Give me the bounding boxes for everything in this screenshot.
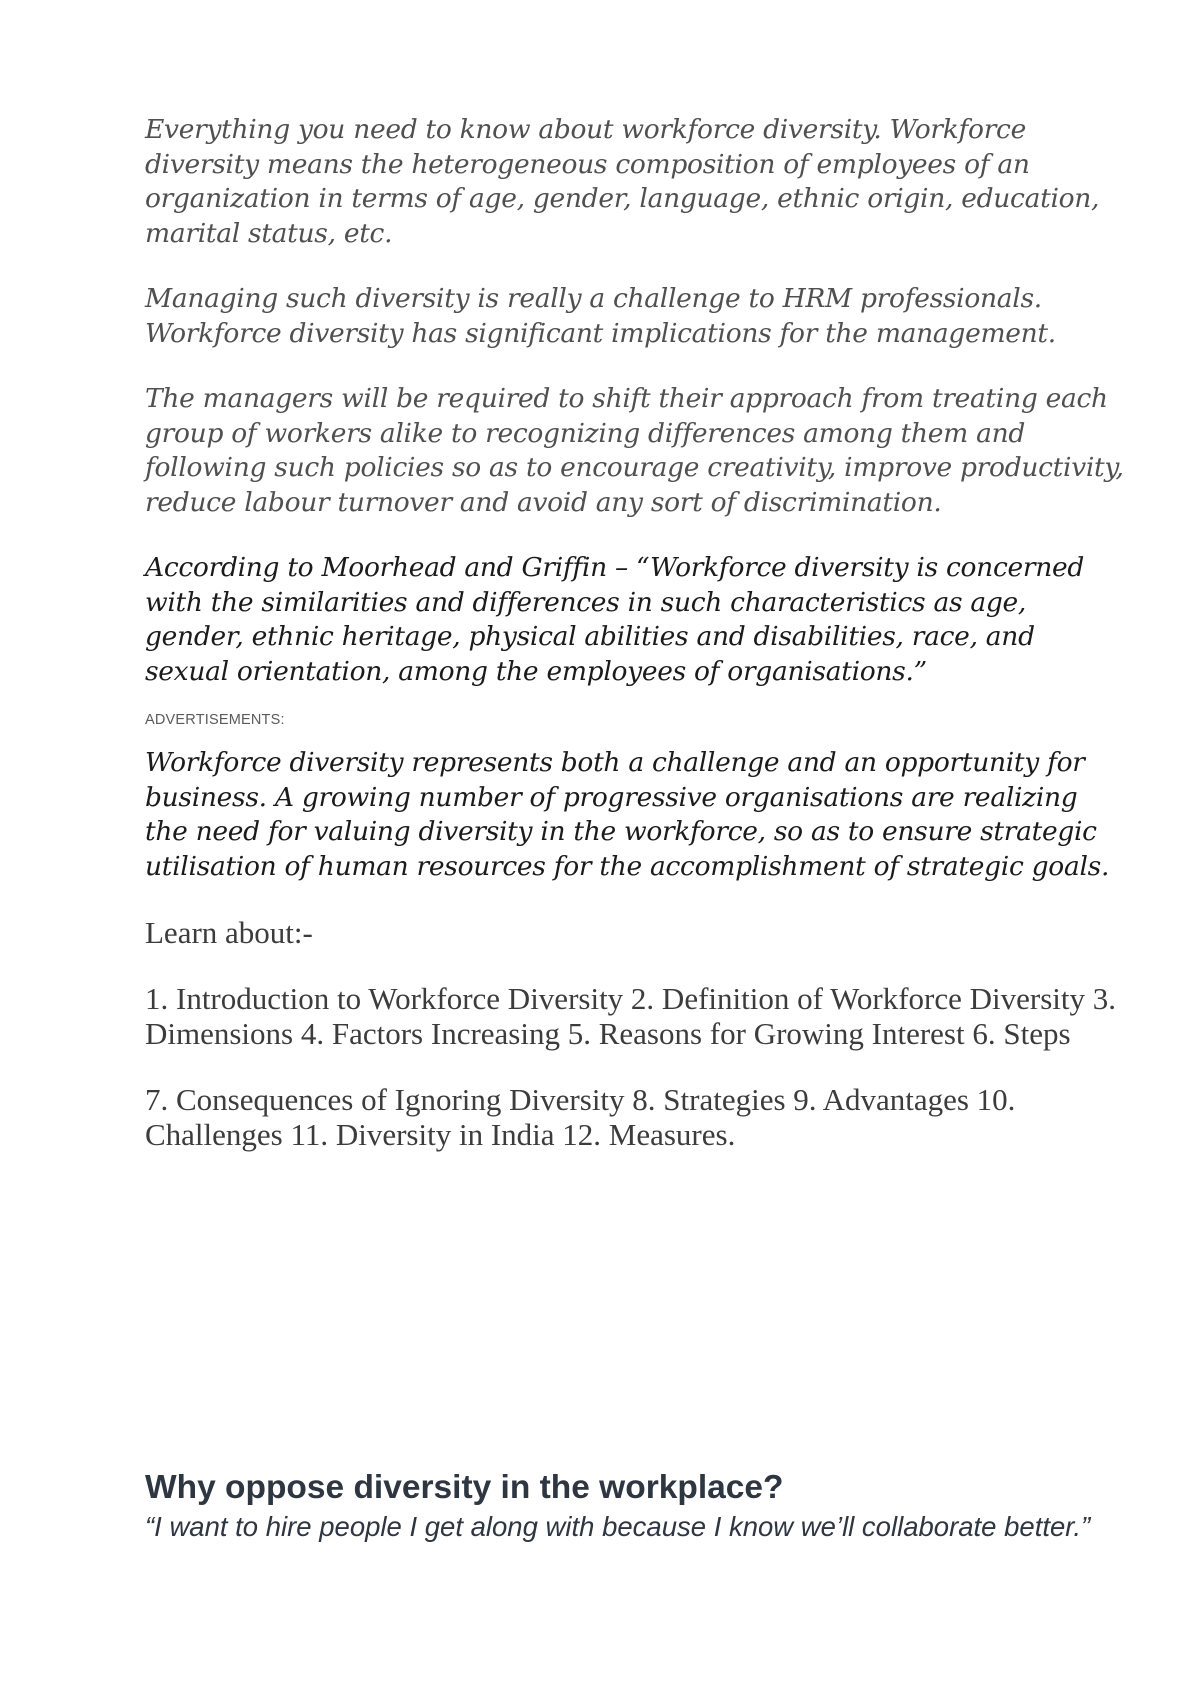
article-body xyxy=(145,113,1125,1183)
learn-about-label: Learn about:- xyxy=(145,915,313,950)
opportunity-paragraph: Workforce diversity represents both a challenge and an opportunity for business. A growing number of progressive organisations are realizing the need for valuing diversity in the workforce, so as to ensure strategic utilisation of human resources for the accomplishment of strategic goals. xyxy=(145,747,1110,882)
topics-list-part-1: 1. Introduction to Workforce Diversity 2. Definition of Workforce Diversity 3. Dimensions 4. Factors Increasing 5. Reasons for Growing Interest 6. Steps xyxy=(145,981,1117,1051)
managers-paragraph: The managers will be required to shift their approach from treating each group of workers alike to recognizing differences among them and following such policies so as to encourage creativity, improve productivity, reduce labour turnover and avoid any sort of discrimination. xyxy=(145,383,1124,518)
section-heading: Why oppose diversity in the workplace? xyxy=(145,1469,784,1506)
topics-list-part-2: 7. Consequences of Ignoring Diversity 8. Strategies 9. Advantages 10. Challenges 11. Diversity in India 12. Measures. xyxy=(145,1082,1016,1152)
section-quote: “I want to hire people I get along with because I know we’ll collaborate better.” xyxy=(145,1511,1091,1542)
challenge-paragraph: Managing such diversity is really a challenge to HRM professionals. Workforce diversity has significant implications for the management. xyxy=(145,283,1056,349)
definition-paragraph: According to Moorhead and Griffin – “Workforce diversity is concerned with the similarities and differences in such characteristics as age, gender, ethnic heritage, physical abilities and disabilities, race, and sexual orientation, among the employees of organisations.” xyxy=(145,552,1085,687)
advertisements-label: ADVERTISEMENTS: xyxy=(145,712,285,728)
intro-paragraph: Everything you need to know about workforce diversity. Workforce diversity means the heterogeneous composition of employees of an organization in terms of age, gender, language, ethnic origin, education, marital status, etc. xyxy=(145,114,1100,249)
